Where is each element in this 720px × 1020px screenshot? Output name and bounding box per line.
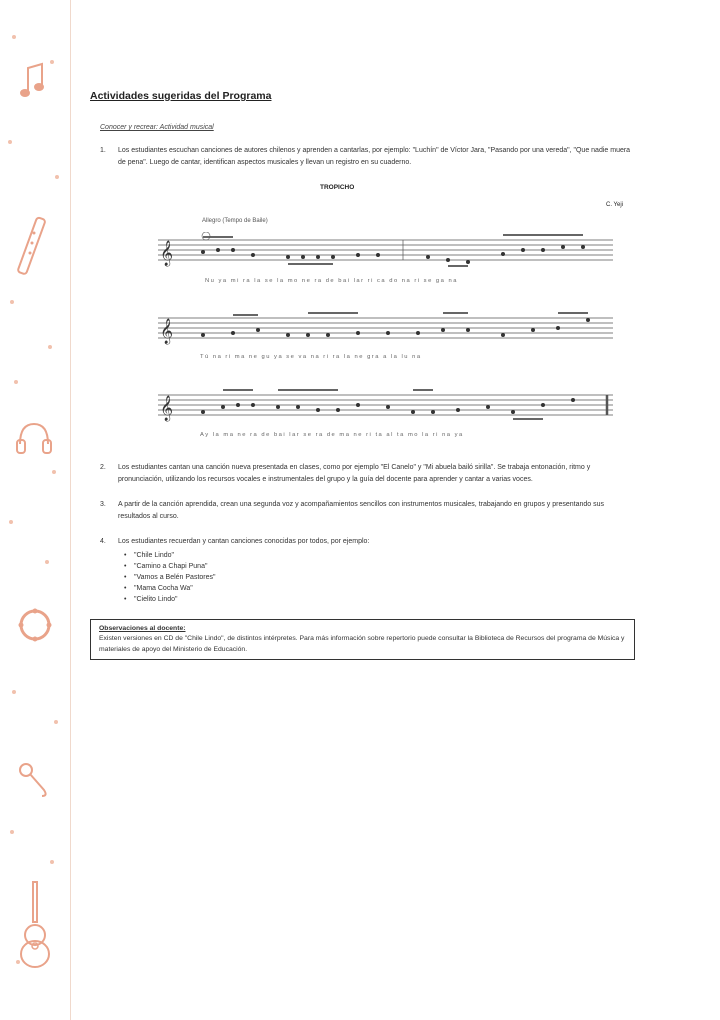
score-lyrics-2: Tú na ri ma ne gu ya se va na ri ra la ne gra a la lu na (200, 354, 422, 360)
score-lyrics-3: Ay la ma ne ra de bai lar se ra de ma ne ri ta al ta mo la ri na ya (200, 432, 464, 438)
svg-text:𝄞: 𝄞 (160, 241, 174, 266)
activity-item-1 (90, 145, 635, 168)
activity-text: A partir de la canción aprendida, crean una segunda voz y acompañamientos sencillos con instrumentos musicales, trabajando en grupos y presentando sus resultados al curso. (118, 501, 605, 520)
list-item: • "Mama Cocha Wa" (134, 583, 635, 594)
list-item: • "Chile Lindo" (134, 550, 635, 561)
svg-text:𝄞: 𝄞 (160, 319, 174, 344)
document-subtitle: Conocer y recrear: Actividad musical (100, 124, 214, 131)
document-page (90, 90, 635, 660)
tambourine-icon (15, 605, 55, 645)
list-item: • "Cielito Lindo" (134, 594, 635, 605)
list-item: • "Camino a Chapi Puna" (134, 561, 635, 572)
music-note-icon (18, 62, 48, 102)
music-staff-3 (158, 387, 618, 427)
score-composer: C. Yeji (605, 202, 623, 208)
activity-text: Los estudiantes recuerdan y cantan canciones conocidas por todos, por ejemplo: (118, 538, 370, 545)
music-score (90, 182, 635, 452)
observations-text: Existen versiones en CD de "Chile Lindo", de distintos intérpretes. Para más información sobre repertorio puede consultar la Biblioteca de Recursos del programa de Música y materiales de apoyo del Ministerio de Educación. (99, 635, 625, 653)
guitar-icon (18, 880, 52, 970)
observations-title: Observaciones al docente: (99, 624, 186, 632)
activity-text: Los estudiantes cantan una canción nueva presentada en clases, como por ejemplo "El Canelo" y "Mi abuela bailó sirilla". Se trabaja entonación, ritmo y pronunciación, utilizando los recursos vocales e instrumentales del grupo y la guía del docente para aprender y cantar a varias voces. (118, 464, 591, 483)
decorative-sidebar (0, 0, 71, 1020)
activity-number: 3. (100, 501, 106, 508)
activity-item-2 (90, 462, 635, 485)
microphone-icon (16, 760, 52, 800)
activity-number: 2. (100, 464, 106, 471)
observations-box (90, 619, 635, 661)
document-title: Actividades sugeridas del Programa (90, 90, 272, 102)
score-lyrics-1: Nu ya mi ra la se la mo ne ra de bai lar ri ca do na ri se ga na (205, 278, 458, 284)
list-item: • "Vamos a Belén Pastores" (134, 572, 635, 583)
song-list (118, 550, 635, 605)
activity-item-4 (90, 536, 635, 605)
activity-number: 1. (100, 147, 106, 154)
music-staff-2 (158, 310, 618, 350)
activity-number: 4. (100, 538, 106, 545)
activity-item-3 (90, 499, 635, 522)
score-tempo: Allegro (Tempo de Baile) (202, 218, 268, 224)
headphones-icon (14, 418, 54, 458)
activity-text: Los estudiantes escuchan canciones de autores chilenos y aprenden a cantarlas, por ejemplo: "Luchín" de Víctor Jara, "Pasando por una vereda", "Que nadie muera de pena". Luego de cantar, identifican aspectos musicales y llevan un registro en su cuaderno. (118, 147, 631, 166)
svg-text:𝄞: 𝄞 (160, 396, 174, 421)
score-title: TROPICHO (320, 184, 355, 191)
music-staff-1 (158, 232, 618, 272)
flute-icon (15, 215, 49, 277)
